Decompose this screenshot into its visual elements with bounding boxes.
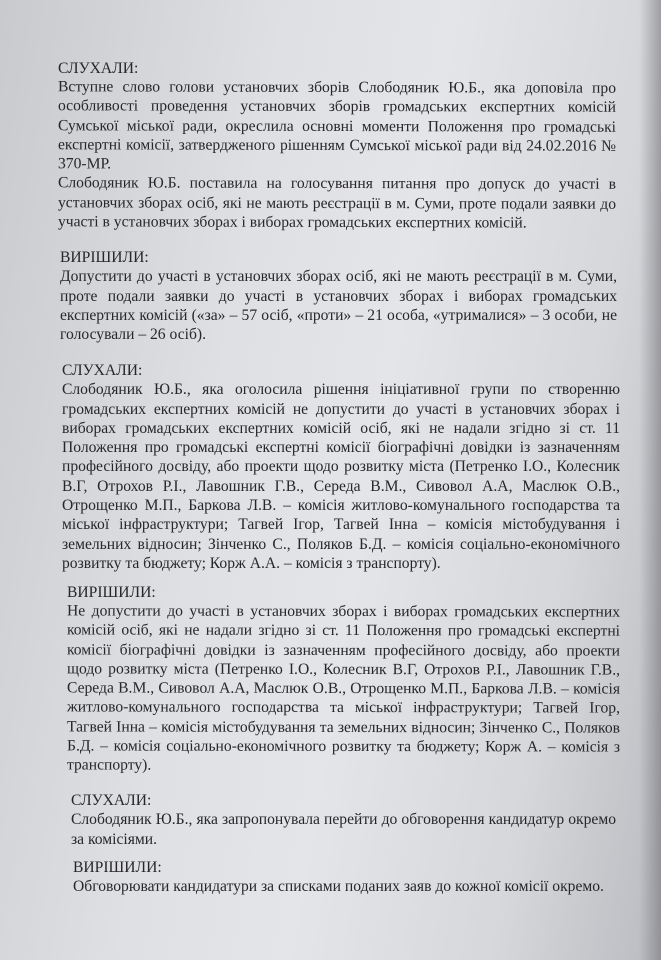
paragraph: Слободяник Ю.Б., яка запропонувала перейти до обговорення кандидатур окремо за комісіями.: [71, 811, 616, 848]
section-heard-initiative-group: [62, 361, 620, 573]
section-body: [73, 877, 623, 896]
section-decided-admit: [60, 248, 617, 344]
section-body: [62, 380, 620, 573]
page-edge-shadow: [639, 0, 661, 960]
paragraph: Допустити до участі в установчих зборах осіб, які не мають реєстрації в м. Суми, проте подали заявки до участі в установчих зборах і виборах громадських експертних комісій («за» – 57 осіб, «проти» – 21 особа, «утрималися» – 3 особи, не голосували – 26 осіб).: [60, 268, 617, 344]
section-heading: ВИРІШИЛИ:: [73, 859, 162, 876]
section-heading: СЛУХАЛИ:: [71, 792, 152, 809]
section-heard-opening: [58, 59, 616, 233]
section-heading: СЛУХАЛИ:: [58, 60, 139, 77]
paragraph: Обговорювати кандидатури за списками поданих заяв до кожної комісії окремо.: [73, 878, 604, 896]
paragraph: Слободяник Ю.Б., яка оголосила рішення ініціативної групи по створенню громадських експертних комісій не допустити до участі в установчих зборах і виборах громадських експертних комісій осіб, які не надали згідно зі ст. 11 Положення про громадські експертні комісії біографічні довідки із зазначенням професійного досвіду, або проекти щодо розвитку міста (Петренко І.О., Колесник В.Г, Отрохов Р.І., Лавошник Г.В., Середа В.М., Сивовол А.А, Маслюк О.В., Отрощенко М.П., Баркова Л.В. – комісія житлово-комунального господарства та міської інфраструктури; Тагвей Ігор, Тагвей Інна – комісія містобудування і земельних відносин; Зінченко С., Поляков Б.Д. – комісія соціально-економічного розвитку та бюджету; Корж А.А. – комісія з транспорту).: [62, 381, 620, 572]
section-decided-not-admit: [67, 583, 620, 776]
section-heard-discussion: [71, 791, 616, 849]
section-decided-discussion: [73, 858, 623, 897]
section-body: [60, 267, 617, 344]
paragraph: Не допустити до участі в установчих зборах і виборах громадських експертних комісій осіб, які не надали згідно зі ст. 11 Положення про громадські експертні комісії біографічні довідки із зазначенням професійного досвіду, або проекти щодо розвитку міста (Петренко І.О., Колесник В.Г, Отрохов Р.І., Лавошник Г.В., Середа В.М., Сивовол А.А, Маслюк О.В., Отрощенко М.П., Баркова Л.В. – комісія житлово-комунального господарства та міської інфраструктури; Тагвей Ігор, Тагвей Інна – комісія містобудування та земельних відносин; Зінченко С., Поляков Б.Д. – комісія соціально-економічного розвитку та бюджету; Корж А. – комісія з транспорту).: [67, 602, 620, 775]
paragraph: Слободяник Ю.Б. поставила на голосування питання про допуск до участі в установчих зборах осіб, які не мають реєстрації в м. Суми, проте подали заявки до участі в установчих зборах і виборах громадських експертних комісій.: [58, 175, 616, 232]
section-body: [58, 78, 616, 234]
section-body: [71, 810, 616, 849]
section-body: [67, 602, 620, 777]
section-heading: ВИРІШИЛИ:: [60, 249, 149, 266]
section-heading: СЛУХАЛИ:: [62, 362, 143, 379]
section-heading: ВИРІШИЛИ:: [67, 584, 156, 601]
paragraph: Вступне слово голови установчих зборів Слободяник Ю.Б., яка доповіла про особливості проведення установчих зборів громадських експертних комісій Сумської міської ради, окреслила основні моменти Положення про громадські експертні комісії, затвердженого рішенням Сумської міської ради від 24.02.2016 № 370-МР.: [58, 78, 616, 173]
